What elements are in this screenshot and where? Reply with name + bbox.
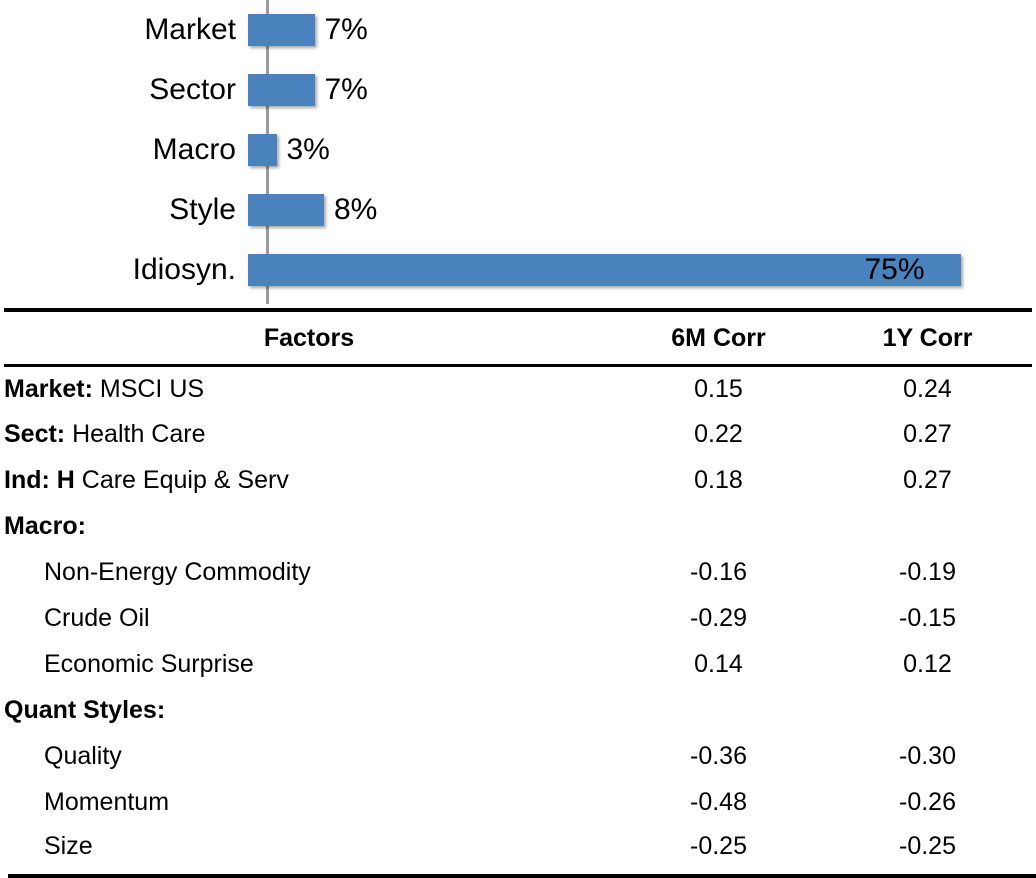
chart-bar-track [248,240,1036,300]
table-cell-6m-corr: 0.14 [694,650,743,678]
chart-value-label: 7% [324,13,368,46]
table-header [4,310,1032,366]
chart-bar [248,194,324,226]
factor-contribution-bar-chart [0,0,1036,308]
factor-correlation-table [0,308,1036,878]
chart-category-label: Market [144,13,236,46]
table-cell-6m-corr: -0.25 [690,832,747,860]
table-cell-factor [4,504,614,550]
table-cell-6m-corr: -0.36 [690,742,747,770]
table-row [4,504,1032,550]
chart-bar [248,14,315,46]
table-cell-6m-corr: -0.16 [690,558,747,586]
chart-value-label: 75% [864,253,925,286]
table-cell-factor [4,596,614,642]
table-cell-6m-corr [614,688,823,734]
table-cell-factor [4,550,614,596]
table-cell-1y-corr: 0.27 [903,466,952,494]
table-row [4,734,1032,780]
factor-label-rest: Care Equip & Serv [74,466,289,494]
chart-bar-track [248,180,1036,240]
table-row [4,642,1032,688]
factor-label-rest: Non-Energy Commodity [44,558,311,586]
table-cell-1y-corr [823,504,1032,550]
table-cell-1y-corr: -0.26 [899,788,956,816]
factor-label-lead: Sect: [4,420,66,448]
factor-label-rest: Quality [44,742,122,770]
chart-bar-rows [0,0,1036,308]
chart-category-label: Sector [149,73,236,106]
table-row [4,458,1032,504]
table-row [4,412,1032,458]
table-cell-factor [4,412,614,458]
table-cell-factor [4,734,614,780]
chart-bar-row [0,60,1036,120]
table-cell-1y-corr: 0.27 [903,420,952,448]
table-cell-6m-corr: 0.18 [694,466,743,494]
table-cell-factor [4,780,614,826]
chart-bar-track [248,120,1036,180]
table-row [4,688,1032,734]
chart-bar [248,74,315,106]
factor-label-lead: Market: [4,374,93,403]
chart-bar-row [0,240,1036,300]
chart-value-label: 7% [324,73,368,106]
chart-bar [248,134,277,166]
chart-bar-track [248,60,1036,120]
column-header-6m-corr: 6M Corr [671,323,766,352]
table-cell-1y-corr: -0.19 [899,558,956,586]
factor-label-lead: Ind: H [4,466,75,494]
table-row [4,550,1032,596]
table-cell-1y-corr: -0.15 [899,604,956,632]
chart-bar-row [0,120,1036,180]
chart-value-label: 8% [334,193,378,226]
column-header-factors: Factors [263,323,355,352]
factor-label-rest: Economic Surprise [44,650,254,678]
factor-label-rest: Size [44,832,93,860]
table-cell-6m-corr: -0.29 [690,604,747,632]
factor-label-rest: Health Care [65,420,206,448]
table-cell-1y-corr: 0.24 [903,374,952,403]
table-cell-6m-corr: 0.22 [694,420,743,448]
factor-label-rest: Momentum [44,788,170,816]
table-row [4,826,1032,872]
chart-category-label: Macro [152,133,236,166]
factor-label-rest: MSCI US [92,374,205,403]
chart-bar-track [248,0,1036,60]
table-cell-1y-corr: -0.30 [899,742,956,770]
table-cell-factor [4,366,614,412]
table-cell-factor [4,826,614,872]
table-cell-factor [4,642,614,688]
table-header-row [4,310,1032,366]
table-cell-6m-corr: -0.48 [690,788,747,816]
table-row [4,596,1032,642]
factor-label-lead: Macro: [4,512,86,540]
table-row [4,366,1032,412]
chart-category-label: Style [169,193,236,226]
table-row [4,780,1032,826]
column-header-1y-corr: 1Y Corr [882,323,973,352]
table-cell-1y-corr [823,688,1032,734]
chart-bar-row [0,180,1036,240]
table-cell-6m-corr [614,504,823,550]
chart-bar [248,254,961,286]
table-cell-1y-corr: -0.25 [899,832,956,860]
table-bottom-rule [8,874,1036,878]
table-body [4,366,1032,872]
chart-category-label: Idiosyn. [132,253,236,286]
table-cell-factor [4,688,614,734]
table-cell-1y-corr: 0.12 [903,650,952,678]
chart-bar-row [0,0,1036,60]
factor-label-lead: Quant Styles: [4,696,166,724]
factor-label-rest: Crude Oil [44,604,150,632]
table-cell-6m-corr: 0.15 [694,374,743,403]
chart-value-label: 3% [286,133,330,166]
table-cell-factor [4,458,614,504]
